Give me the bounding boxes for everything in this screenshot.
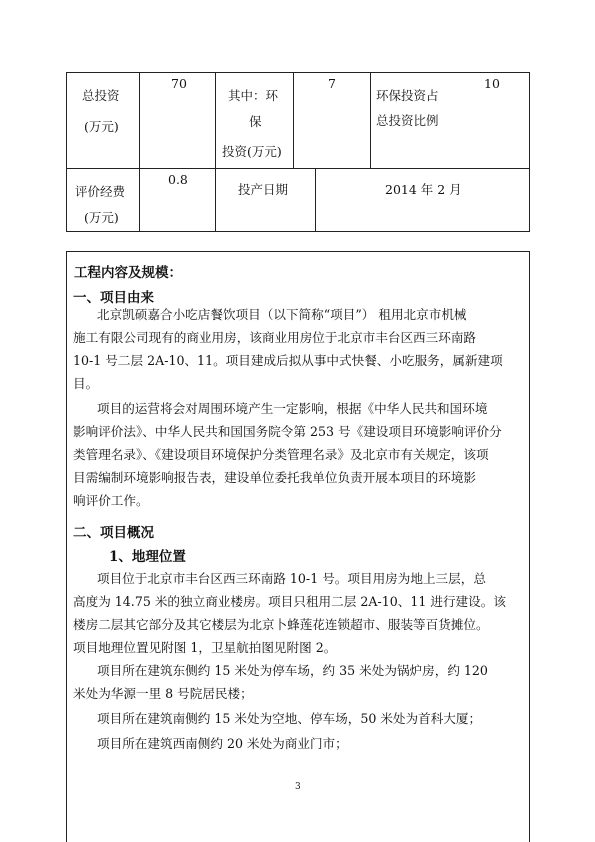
- total-investment-unit: (万元): [84, 119, 119, 134]
- ratio-value: 10: [484, 76, 500, 91]
- box-border-top: [66, 251, 530, 252]
- paragraph-5-line-1: 项目所在建筑南侧约 15 米处为空地、停车场，50 米处为首科大厦；: [97, 711, 482, 726]
- subsection-2-1-title: 1、地理位置: [109, 549, 186, 565]
- env-investment-value: 7: [328, 76, 336, 91]
- env-investment-label: 其中：环: [228, 88, 279, 103]
- table-col-divider: [139, 72, 140, 231]
- section-title: 工程内容及规模：: [74, 265, 182, 281]
- fee-label: 评价经费: [75, 184, 126, 199]
- paragraph-2-line-3: 类管理名录》、《建设项目环境保护分类管理名录》及北京市有关规定，该项: [73, 447, 489, 462]
- ratio-label-2: 总投资比例: [376, 113, 439, 128]
- page-number: 3: [295, 782, 301, 792]
- paragraph-4-line-2: 米处为华源一里 8 号院居民楼；: [73, 686, 253, 701]
- table-col-divider: [215, 72, 216, 231]
- paragraph-6-line-1: 项目所在建筑西南侧约 20 米处为商业门市；: [97, 736, 348, 751]
- box-border-left: [66, 251, 67, 842]
- table-border-right: [529, 72, 530, 231]
- ratio-label: 环保投资占: [376, 88, 439, 103]
- total-investment-label: 总投资: [82, 88, 120, 103]
- paragraph-3-line-3: 楼房二层其它部分及其它楼层为北京卜蜂莲花连锁超市、服装等百货摊位。: [73, 617, 489, 632]
- paragraph-2-line-4: 目需编制环境影响报告表，建设单位委托我单位负责开展本项目的环境影: [73, 470, 476, 485]
- paragraph-3-line-2: 高度为 14.75 米的独立商业楼房。项目只租用二层 2A-10、11 进行建设。该: [73, 594, 506, 609]
- table-border-left: [66, 72, 67, 231]
- paragraph-3-line-4: 项目地理位置见附图 1，卫星航拍图见附图 2。: [73, 640, 337, 655]
- table-col-divider: [315, 168, 316, 231]
- fee-unit: (万元): [84, 210, 119, 225]
- env-investment-unit: 投资(万元): [222, 144, 282, 159]
- fee-value: 0.8: [168, 172, 188, 187]
- table-border-bottom: [66, 231, 530, 232]
- paragraph-2-line-5: 响评价工作。: [73, 493, 149, 508]
- paragraph-1-line-3: 10-1 号二层 2A-10、11。项目建成后拟从事中式快餐、小吃服务，属新建项: [73, 353, 503, 368]
- paragraph-2-line-1: 项目的运营将会对周围环境产生一定影响，根据《中华人民共和国环境: [97, 401, 488, 416]
- box-border-right: [529, 251, 530, 842]
- total-investment-value: 70: [171, 76, 187, 91]
- table-col-divider: [370, 72, 371, 168]
- table-border-top: [66, 72, 530, 73]
- paragraph-1-line-2: 施工有限公司现有的商业用房，该商业用房位于北京市丰台区西三环南路: [73, 330, 476, 345]
- paragraph-1-line-4: 目。: [73, 376, 99, 391]
- section-2-title: 二、项目概况: [73, 525, 154, 541]
- production-date-label: 投产日期: [238, 182, 289, 197]
- table-col-divider: [293, 72, 294, 168]
- env-investment-label-2: 保: [249, 114, 262, 129]
- production-date-value: 2014 年 2 月: [385, 182, 462, 197]
- paragraph-1-line-1: 北京凯硕嘉合小吃店餐饮项目（以下简称“项目”） 租用北京市机械: [97, 307, 467, 322]
- table-row-divider: [66, 168, 530, 169]
- paragraph-3-line-1: 项目位于北京市丰台区西三环南路 10-1 号。项目用房为地上三层，总: [97, 571, 486, 586]
- paragraph-4-line-1: 项目所在建筑东侧约 15 米处为停车场，约 35 米处为锅炉房，约 120: [97, 663, 488, 678]
- paragraph-2-line-2: 影响评价法》、中华人民共和国国务院令第 253 号《建设项目环境影响评价分: [73, 424, 502, 439]
- section-1-title: 一、项目由来: [73, 290, 154, 306]
